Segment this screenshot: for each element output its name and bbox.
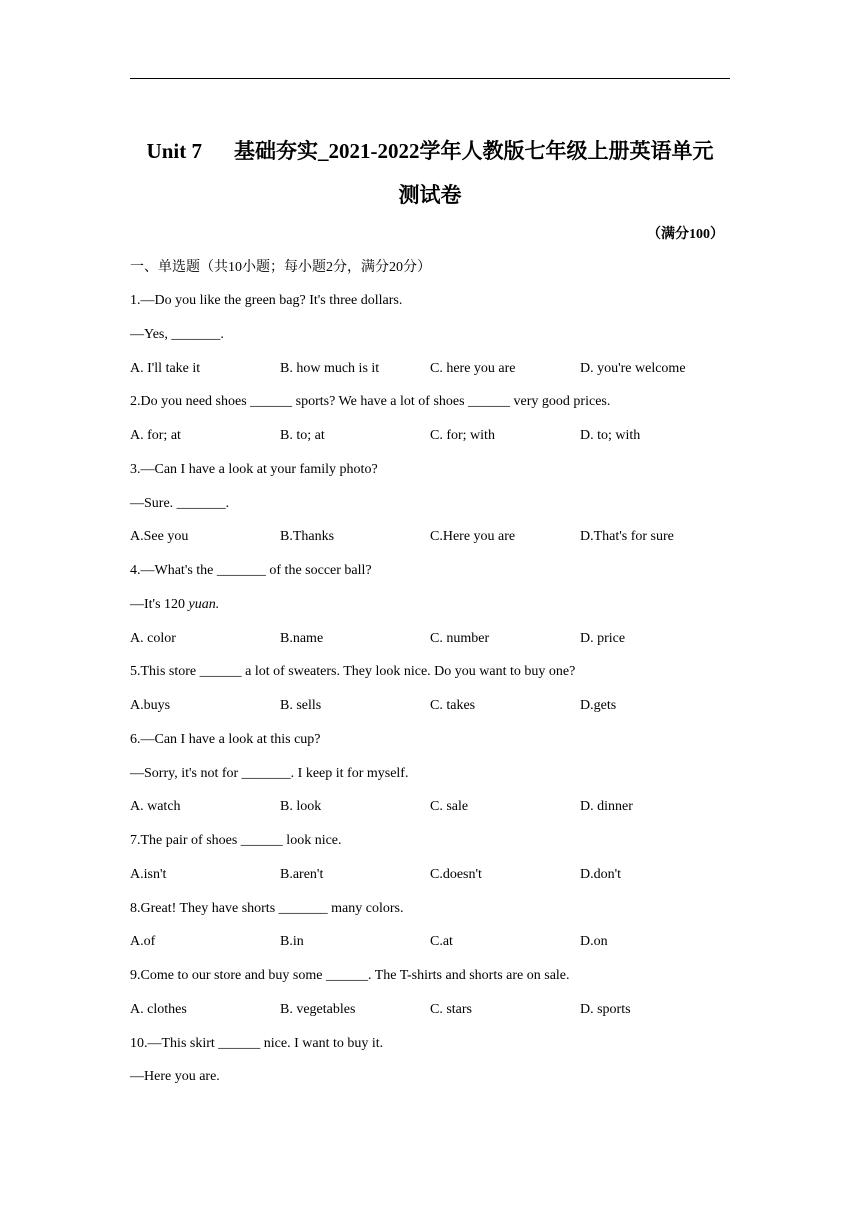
- option-b: B. look: [280, 799, 322, 815]
- option-d: D.don't: [580, 866, 622, 882]
- question-list: [130, 290, 730, 1100]
- option-row: [130, 526, 730, 560]
- question-stem: 8.Great! They have shorts _______ many colors.: [130, 900, 404, 916]
- document-title-line-1: [130, 137, 730, 165]
- question-stem: 1.—Do you like the green bag? It's three dollars.: [130, 293, 403, 308]
- question-reply: [130, 594, 730, 628]
- question-stem: 10.—This skirt ______ nice. I want to buy it.: [130, 1035, 384, 1051]
- option-row: [130, 796, 730, 830]
- option-row: [130, 628, 730, 662]
- header-rule: [130, 78, 730, 79]
- option-b: B. sells: [280, 698, 322, 713]
- question-stem: 5.This store ______ a lot of sweaters. They look nice. Do you want to buy one?: [130, 664, 576, 680]
- option-d: D. sports: [580, 1001, 631, 1017]
- question-stem: 9.Come to our store and buy some ______. The T-shirts and shorts are on sale.: [130, 968, 570, 983]
- option-b: B. vegetables: [280, 1001, 356, 1017]
- question-reply: —Here you are.: [130, 1069, 220, 1085]
- title-unit: Unit 7: [146, 139, 202, 163]
- option-a: A. for; at: [130, 428, 181, 443]
- question-stem: 6.—Can I have a look at this cup?: [130, 731, 321, 747]
- option-b: B.aren't: [280, 866, 324, 882]
- score-note: （满分100）: [647, 227, 724, 242]
- option-a: A. color: [130, 630, 176, 646]
- title-text: 基础夯实_2021-2022学年人教版七年级上册英语单元: [233, 139, 714, 163]
- option-a: A.of: [130, 934, 156, 950]
- reply-italic-word: yuan.: [188, 596, 220, 612]
- option-c: C.at: [430, 934, 453, 950]
- option-d: D.gets: [580, 698, 617, 713]
- question-stem: 2.Do you need shoes ______ sports? We have a lot of shoes ______ very good prices.: [130, 394, 611, 410]
- option-c: C. stars: [430, 1001, 472, 1017]
- option-row: [130, 864, 730, 898]
- option-c: C.Here you are: [430, 529, 516, 545]
- option-d: D.on: [580, 934, 608, 950]
- option-d: D. dinner: [580, 799, 633, 815]
- option-b: B.Thanks: [280, 529, 335, 545]
- option-c: C. number: [430, 630, 490, 646]
- option-row: [130, 695, 730, 729]
- option-b: B. how much is it: [280, 360, 380, 376]
- option-row: [130, 358, 730, 392]
- option-b: B. to; at: [280, 428, 325, 443]
- option-c: C.doesn't: [430, 866, 482, 882]
- document-title-line-2: 测试卷: [398, 183, 462, 207]
- question-stem: 3.—Can I have a look at your family photo?: [130, 461, 378, 477]
- question-stem: 7.The pair of shoes ______ look nice.: [130, 833, 342, 848]
- reply-text: —It's 120: [130, 596, 189, 612]
- question-reply: —Yes, _______.: [130, 326, 224, 342]
- option-row: [130, 999, 730, 1033]
- option-d: D.That's for sure: [580, 529, 674, 545]
- option-c: C. sale: [430, 799, 469, 815]
- option-a: A.isn't: [130, 866, 167, 882]
- option-d: D. to; with: [580, 428, 641, 443]
- option-d: D. price: [580, 630, 626, 646]
- option-c: C. here you are: [430, 360, 516, 376]
- option-d: D. you're welcome: [580, 360, 686, 376]
- option-a: A.See you: [130, 529, 189, 545]
- question-stem: 4.—What's the _______ of the soccer ball?: [130, 563, 372, 578]
- question-reply: —Sure. _______.: [130, 495, 230, 511]
- option-b: B.in: [280, 934, 304, 950]
- question-reply: —Sorry, it's not for _______. I keep it for myself.: [130, 765, 409, 781]
- option-a: A.buys: [130, 698, 171, 713]
- option-a: A. clothes: [130, 1001, 187, 1017]
- option-a: A. watch: [130, 799, 181, 815]
- option-row: [130, 425, 730, 459]
- option-row: [130, 931, 730, 965]
- option-c: C. takes: [430, 698, 476, 713]
- option-c: C. for; with: [430, 428, 495, 443]
- option-a: A. I'll take it: [130, 360, 201, 376]
- section-heading: 一、单选题（共10小题；每小题2分，满分20分）: [130, 260, 431, 275]
- option-b: B.name: [280, 630, 324, 646]
